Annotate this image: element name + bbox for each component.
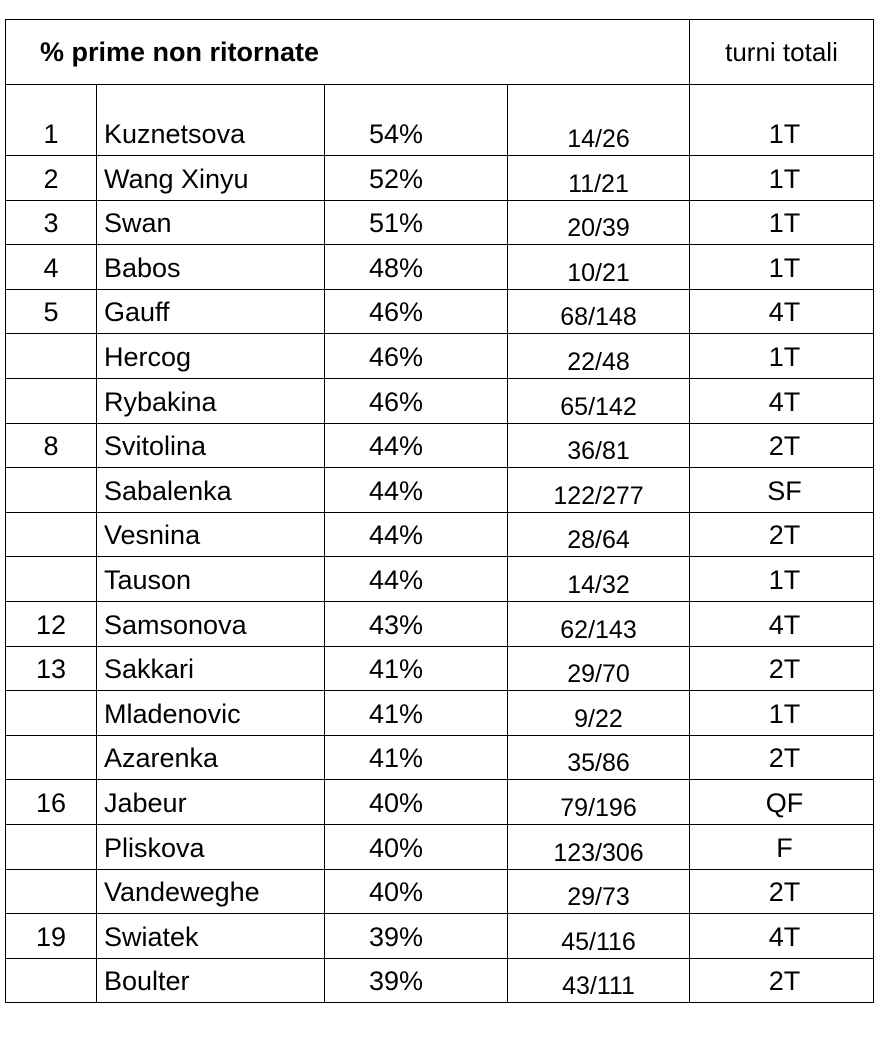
rank-cell: 4 [6,245,97,290]
rank-cell: 2 [6,156,97,201]
player-name-cell: Swiatek [97,914,325,959]
table-row [6,646,874,691]
round-cell: 1T [690,557,874,602]
percentage-cell: 46% [325,378,508,423]
round-cell: 1T [690,245,874,290]
ratio-cell: 9/22 [508,691,690,736]
player-name-cell: Pliskova [97,824,325,869]
table-row [6,780,874,825]
table-row [6,85,874,156]
percentage-cell: 40% [325,869,508,914]
rank-cell: 13 [6,646,97,691]
ratio-cell: 122/277 [508,468,690,513]
player-name-cell: Kuznetsova [97,85,325,156]
rank-cell: 19 [6,914,97,959]
percentage-cell: 51% [325,200,508,245]
percentage-cell: 39% [325,914,508,959]
percentage-cell: 44% [325,512,508,557]
ratio-cell: 14/26 [508,85,690,156]
percentage-cell: 43% [325,601,508,646]
round-cell: 1T [690,156,874,201]
table-row [6,691,874,736]
round-cell: 2T [690,869,874,914]
table-row [6,869,874,914]
ratio-cell: 22/48 [508,334,690,379]
table-row [6,245,874,290]
table-row [6,735,874,780]
round-cell: F [690,824,874,869]
rank-cell [6,468,97,513]
table-row [6,423,874,468]
table-title: % prime non ritornate [6,20,690,85]
player-name-cell: Sabalenka [97,468,325,513]
table-row [6,334,874,379]
table-row [6,468,874,513]
rank-cell [6,691,97,736]
ratio-cell: 62/143 [508,601,690,646]
percentage-cell: 41% [325,735,508,780]
percentage-cell: 40% [325,780,508,825]
player-name-cell: Babos [97,245,325,290]
table-row [6,601,874,646]
ratio-cell: 68/148 [508,289,690,334]
table-header-row [6,20,874,85]
rank-cell [6,869,97,914]
ratio-cell: 35/86 [508,735,690,780]
table-row [6,378,874,423]
round-cell: 1T [690,691,874,736]
rank-cell: 8 [6,423,97,468]
player-name-cell: Boulter [97,958,325,1003]
rank-cell [6,378,97,423]
round-cell: 4T [690,601,874,646]
player-name-cell: Azarenka [97,735,325,780]
percentage-cell: 41% [325,691,508,736]
player-name-cell: Samsonova [97,601,325,646]
ratio-cell: 43/111 [508,958,690,1003]
player-name-cell: Jabeur [97,780,325,825]
player-name-cell: Vesnina [97,512,325,557]
ratio-cell: 11/21 [508,156,690,201]
round-cell: 2T [690,646,874,691]
ratio-cell: 123/306 [508,824,690,869]
ratio-cell: 65/142 [508,378,690,423]
player-name-cell: Mladenovic [97,691,325,736]
round-cell: 2T [690,423,874,468]
round-cell: 2T [690,735,874,780]
table-row [6,824,874,869]
rank-cell: 12 [6,601,97,646]
table-row [6,914,874,959]
player-name-cell: Hercog [97,334,325,379]
player-name-cell: Wang Xinyu [97,156,325,201]
ratio-cell: 36/81 [508,423,690,468]
player-name-cell: Vandeweghe [97,869,325,914]
rank-cell [6,512,97,557]
rank-cell [6,958,97,1003]
rank-cell [6,824,97,869]
table-row [6,289,874,334]
percentage-cell: 39% [325,958,508,1003]
ratio-cell: 28/64 [508,512,690,557]
round-cell: 2T [690,512,874,557]
player-name-cell: Sakkari [97,646,325,691]
ratio-cell: 14/32 [508,557,690,602]
rank-cell: 5 [6,289,97,334]
rank-cell [6,557,97,602]
percentage-cell: 44% [325,468,508,513]
player-name-cell: Svitolina [97,423,325,468]
player-name-cell: Swan [97,200,325,245]
table-row [6,156,874,201]
table-row [6,512,874,557]
round-cell: 1T [690,85,874,156]
percentage-cell: 46% [325,289,508,334]
percentage-cell: 44% [325,423,508,468]
round-cell: 1T [690,334,874,379]
percentage-cell: 46% [325,334,508,379]
table-row [6,958,874,1003]
ratio-cell: 29/73 [508,869,690,914]
round-cell: 4T [690,914,874,959]
round-cell: 2T [690,958,874,1003]
table-row [6,200,874,245]
percentage-cell: 48% [325,245,508,290]
rank-cell: 3 [6,200,97,245]
round-cell: SF [690,468,874,513]
percentage-cell: 52% [325,156,508,201]
player-name-cell: Tauson [97,557,325,602]
stats-table-body [6,20,874,1003]
round-cell: QF [690,780,874,825]
ratio-cell: 45/116 [508,914,690,959]
ratio-cell: 10/21 [508,245,690,290]
rank-cell [6,735,97,780]
ratio-cell: 79/196 [508,780,690,825]
percentage-cell: 54% [325,85,508,156]
table-row [6,557,874,602]
ratio-cell: 20/39 [508,200,690,245]
round-cell: 4T [690,378,874,423]
stats-table [5,19,874,1003]
rank-cell: 16 [6,780,97,825]
percentage-cell: 40% [325,824,508,869]
rank-cell: 1 [6,85,97,156]
player-name-cell: Rybakina [97,378,325,423]
round-cell: 1T [690,200,874,245]
column-header-turni-totali: turni totali [690,20,874,85]
ratio-cell: 29/70 [508,646,690,691]
round-cell: 4T [690,289,874,334]
percentage-cell: 44% [325,557,508,602]
percentage-cell: 41% [325,646,508,691]
player-name-cell: Gauff [97,289,325,334]
rank-cell [6,334,97,379]
